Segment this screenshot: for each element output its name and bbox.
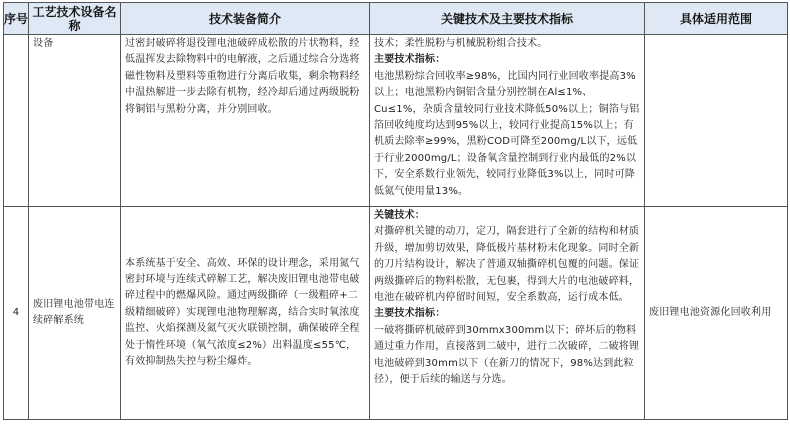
table-row (4, 35, 788, 207)
row1-key (370, 35, 645, 207)
row1-scope (645, 35, 788, 207)
header-seq: 序号 (4, 3, 29, 35)
header-key: 关键技术及主要技术指标 (370, 3, 645, 35)
table-row (4, 207, 788, 420)
row2-seq: 4 (4, 207, 29, 420)
row2-key-line-0: 关键技术： (374, 210, 425, 221)
row2-scope: 废旧锂电池资源化回收利用 (645, 207, 788, 420)
row1-intro: 过密封破碎将退役锂电池破碎成松散的片状物料，经低温挥发去除物料中的电解液，之后通过综合分选将磁性物料及塑料等重物进行分离后收集，剩余物料经中温热解进一步去除有机物，经冷却后通过两级脱粉将铜铝与黑粉分离，并分别回收。 (121, 35, 370, 207)
row2-key-line-1: 对撕碎机关键的动刀，定刀，隔套进行了全新的结构和材质升级，增加剪切效果，降低极片基材粉末化现象。同时全新的刀片结构设计，解决了普通双轴撕碎机包覆的问题。保证两级撕碎后的物料松散，无包裹，得到大片的电池破碎料，电池在破碎机内停留时间短，安全系数高，运行成本低。 (374, 226, 640, 304)
technology-table (3, 2, 788, 420)
row1-key-line-0: 技术；柔性脱粉与机械脱粉组合技术。 (374, 38, 548, 49)
row1-key-line-1: 主要技术指标： (374, 54, 446, 66)
row1-process: 设备 (29, 35, 121, 207)
row1-seq (4, 35, 29, 207)
header-scope: 具体适用范围 (645, 3, 788, 35)
row2-key (370, 207, 645, 420)
row2-intro: 本系统基于安全、高效、环保的设计理念，采用氮气密封环境与连续式碎解工艺，解决废旧锂电池带电破碎过程中的燃爆风险。通过两级撕碎（一级粗碎+二级精细破碎）实现锂电池物理解离，结合实时氧浓度监控、火焰探测及氮气灭火联锁控制，确保破碎全程处于惰性环境（氧气浓度≤2%）出料温度≤55℃，有效抑制热失控与粉尘爆炸。 (121, 207, 370, 420)
header-intro: 技术装备简介 (121, 3, 370, 35)
row2-key-line-3: 一破将撕碎机破碎到30mmx300mm以下；碎坏后的物料通过重力作用，直接落到二破中，进行二次破碎，二破将锂电池破碎到30mm以下（在新刀的情况下，98%达到此粒径），便于后续的输送与分选。 (374, 324, 640, 386)
row2-process: 废旧锂电池带电连续碎解系统 (29, 207, 121, 420)
header-process: 工艺技术设备名称 (29, 3, 121, 35)
row1-key-line-2: 电池黑粉综合回收率≥98%，比国内同行业回收率提高3%以上；电池黑粉内铜铝含量分别控制在Al≤1%、Cu≤1%，杂质含量较同行业技术降低50%以上；铜箔与铝箔回收纯度均达到95%以上，较同行业提高15%以上；有机质去除率≥99%，黑粉COD可降至200mg/L以下，远低于行业2000mg/L；设备氧含量控制到行业内最低的2%以下，安全系数行业领先，较同行业降低3%以上，同时可降低氮气使用量13%。 (374, 70, 640, 197)
header-row (4, 3, 788, 35)
row2-key-line-2: 主要技术指标： (374, 308, 446, 320)
